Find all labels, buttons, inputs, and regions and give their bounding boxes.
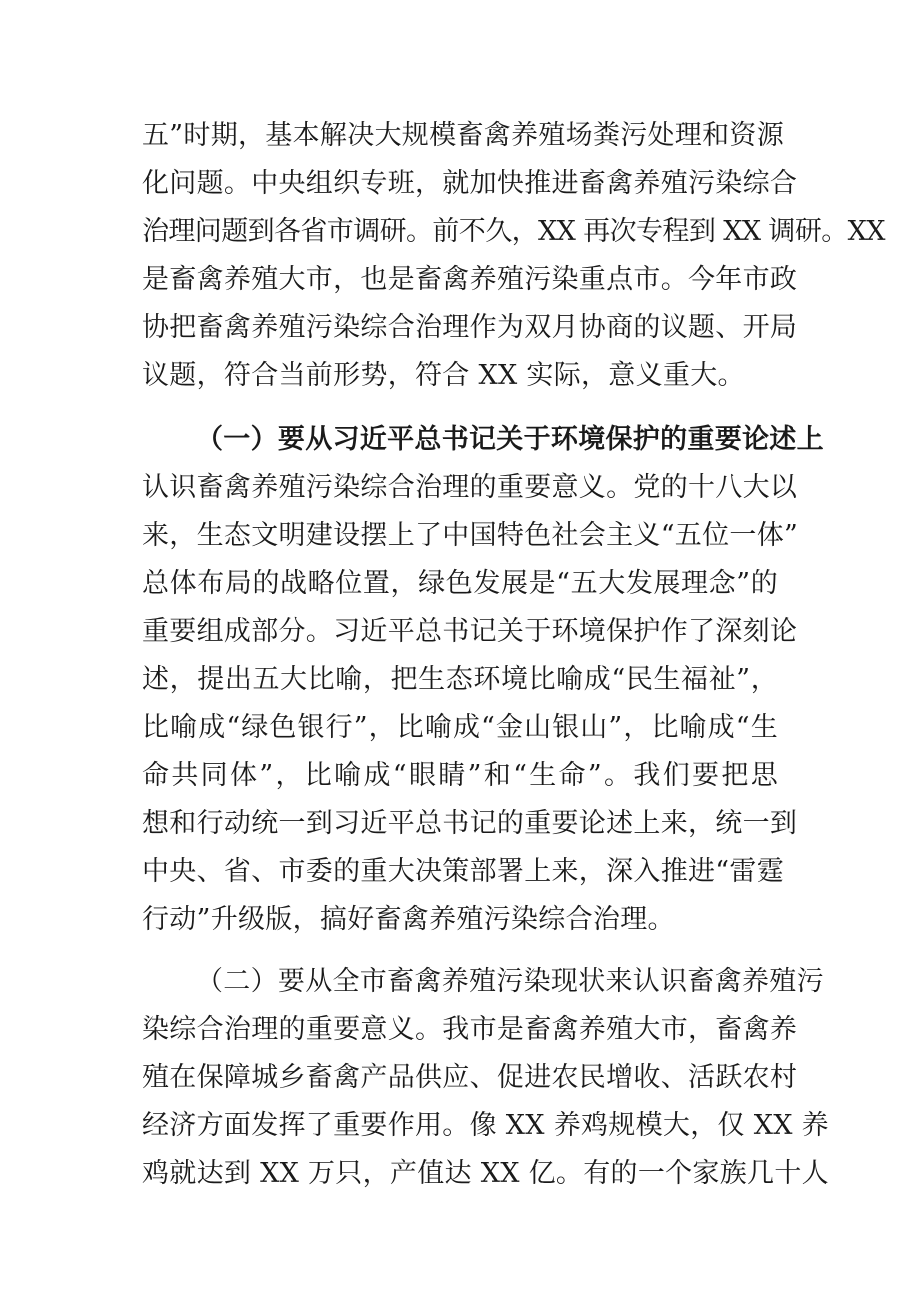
text-line: 中央、省、市委的重大决策部署上来，深入推进“雷霆 (142, 856, 785, 887)
text-line: 述，提出五大比喻，把生态环境比喻成“民生福祉”， (142, 664, 778, 695)
text-line: 经济方面发挥了重要作用。像 XX 养鸡规模大，仅 XX 养 (142, 1110, 829, 1141)
text-line: 染综合治理的重要意义。我市是畜禽养殖大市，畜禽养 (142, 1014, 798, 1045)
text-line: 鸡就达到 XX 万只，产值达 XX 亿。有的一个家族几十人 (142, 1158, 829, 1189)
text-line: 殖在保障城乡畜禽产品供应、促进农民增收、活跃农村 (142, 1062, 798, 1093)
text-line: 认识畜禽养殖污染综合治理的重要意义。党的十八大以 (142, 472, 798, 503)
text-line: 是畜禽养殖大市，也是畜禽养殖污染重点市。今年市政 (142, 264, 798, 295)
section-heading-line: （二）要从全市畜禽养殖污染现状来认识畜禽养殖污 (196, 966, 824, 997)
text-line: 命共同体”，比喻成“眼睛”和“生命”。我们要把思 (142, 760, 778, 791)
text-line: 比喻成“绿色银行”，比喻成“金山银山”，比喻成“生 (142, 712, 778, 743)
text-line: 五”时期，基本解决大规模畜禽养殖场粪污处理和资源 (142, 120, 785, 151)
text-line: 重要组成部分。习近平总书记关于环境保护作了深刻论 (142, 616, 798, 647)
text-line: 协把畜禽养殖污染综合治理作为双月协商的议题、开局 (142, 312, 798, 343)
text-line: 总体布局的战略位置，绿色发展是“五大发展理念”的 (142, 568, 778, 599)
text-line: 来，生态文明建设摆上了中国特色社会主义“五位一体” (142, 520, 799, 551)
text-line: 想和行动统一到习近平总书记的重要论述上来，统一到 (142, 808, 798, 839)
text-line: 治理问题到各省市调研。前不久，XX 再次专程到 XX 调研。XX (142, 216, 885, 247)
text-line: 化问题。中央组织专班，就加快推进畜禽养殖污染综合 (142, 168, 798, 199)
section-heading-line: （一）要从习近平总书记关于环境保护的重要论述上 (196, 424, 824, 455)
text-line: 行动”升级版，搞好畜禽养殖污染综合治理。 (142, 904, 675, 935)
text-line: 议题，符合当前形势，符合 XX 实际，意义重大。 (142, 360, 745, 391)
